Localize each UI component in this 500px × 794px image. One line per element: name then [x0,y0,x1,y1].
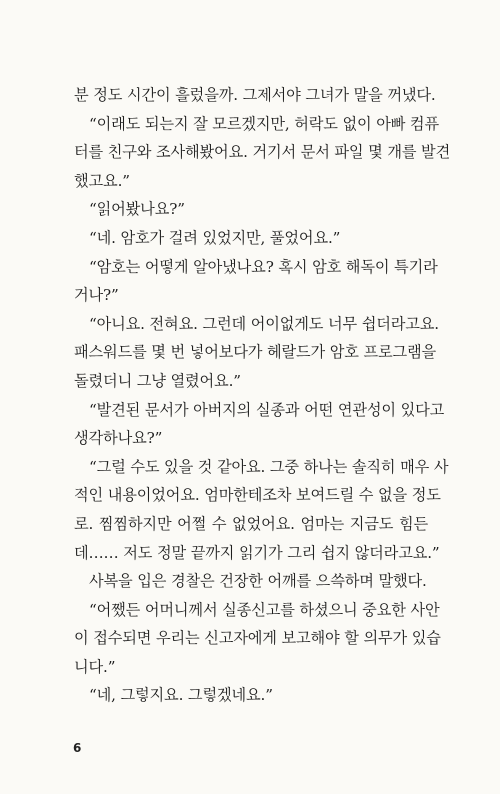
text-line: “아니요. 전혀요. 그런데 어이없게도 너무 쉽더라고요. [89,314,439,333]
text-line: 적인 내용이었어요. 엄마한테조차 보여드릴 수 없을 정도 [74,486,441,505]
text-line: “네, 그렇지요. 그렇겠네요.” [89,686,273,705]
text-line: “이래도 되는지 잘 모르겠지만, 허락도 없이 아빠 컴퓨 [89,114,439,133]
text-line: 데…… 저도 정말 끝까지 읽기가 그리 쉽지 않더라고요.” [74,543,440,562]
body-text [74,81,451,710]
text-line: 로. 찜찜하지만 어쩔 수 없었어요. 엄마는 지금도 힘든 [74,514,428,533]
text-line: 사복을 입은 경찰은 건장한 어깨를 으쓱하며 말했다. [89,572,427,591]
text-line: “어쨌든 어머니께서 실종신고를 하셨으니 중요한 사안 [89,600,440,619]
text-line: 분 정도 시간이 흘렀을까. 그제서야 그녀가 말을 꺼냈다. [74,86,436,104]
text-line: 터를 친구와 조사해봤어요. 거기서 문서 파일 몇 개를 발견 [74,143,451,162]
text-line: 거나?” [74,286,119,305]
text-line: 패스워드를 몇 번 넣어보다가 헤랄드가 암호 프로그램을 [74,343,437,362]
text-line: 돌렸더니 그냥 열렸어요.” [74,371,241,390]
text-line: “발견된 문서가 아버지의 실종과 어떤 연관성이 있다고 [89,400,445,419]
page-number: 6 [73,741,82,755]
text-line: “그럴 수도 있을 것 같아요. 그중 하나는 솔직히 매우 사 [89,457,449,476]
text-line: “읽어봤나요?” [89,200,185,219]
text-line: 생각하나요?” [74,429,163,448]
text-line: “네. 암호가 걸려 있었지만, 풀었어요.” [89,228,341,247]
text-line: “암호는 어떻게 알아냈나요? 혹시 암호 해독이 특기라 [89,257,438,276]
text-line: 했고요.” [74,171,130,190]
text-line: 니다.” [74,657,116,676]
text-line: 이 접수되면 우리는 신고자에게 보고해야 할 의무가 있습 [74,629,441,648]
